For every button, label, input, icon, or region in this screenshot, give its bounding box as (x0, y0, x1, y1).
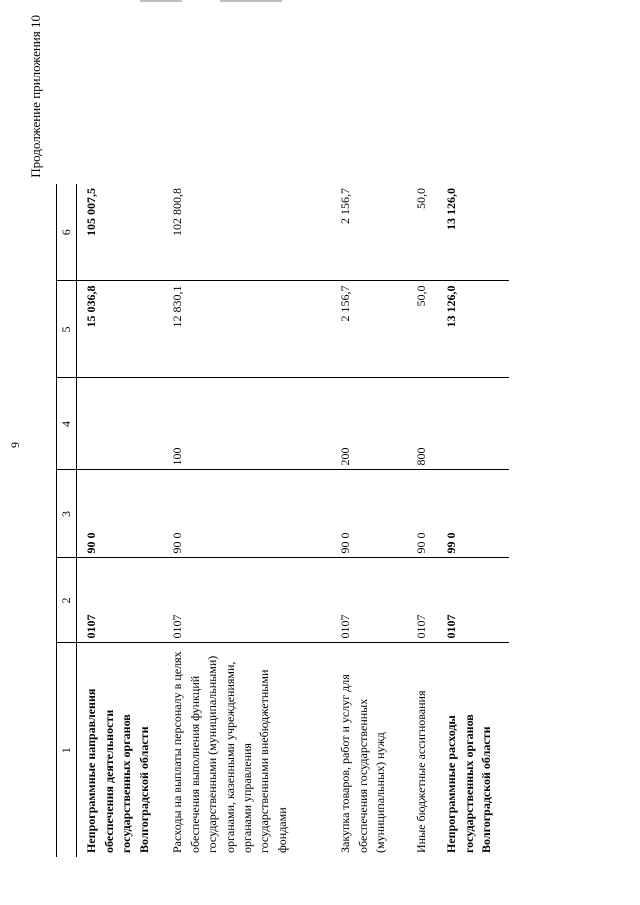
row-target-code: 90 0 (331, 470, 407, 558)
row-expense-type (77, 378, 164, 470)
column-number-row (57, 184, 77, 857)
table-row (331, 184, 407, 857)
row-amount-col6: 50,0 (407, 184, 437, 281)
column-number-2: 2 (57, 558, 77, 643)
row-section-code: 0107 (331, 558, 407, 643)
table-row (407, 184, 437, 857)
table-row (163, 184, 331, 857)
row-amount-col6: 105 007,5 (77, 184, 164, 281)
row-name: Непрограммные направления обеспечения деятельности государственных органов Волгоградской области (84, 688, 151, 853)
row-amount-col5: 50,0 (407, 281, 437, 378)
row-amount-col6: 102 800,8 (163, 184, 331, 281)
continuation-title: Продолжение приложения 10 (28, 15, 43, 178)
row-name: Непрограммные расходы государственных органов Волгоградской области (444, 714, 494, 853)
row-target-code: 90 0 (163, 470, 331, 558)
column-number-5: 5 (57, 281, 77, 378)
row-amount-col5: 13 126,0 (437, 281, 509, 378)
table-row (437, 184, 509, 857)
row-name: Иные бюджетные ассигнования (414, 690, 429, 853)
row-target-code: 90 0 (407, 470, 437, 558)
row-target-code: 99 0 (437, 470, 509, 558)
table-row (77, 184, 164, 857)
column-number-6: 6 (57, 184, 77, 281)
row-expense-type: 100 (163, 378, 331, 470)
budget-table (56, 184, 509, 857)
row-amount-col5: 12 830,1 (163, 281, 331, 378)
row-target-code: 90 0 (77, 470, 164, 558)
row-amount-col5: 15 036,8 (77, 281, 164, 378)
row-expense-type (437, 378, 509, 470)
row-section-code: 0107 (77, 558, 164, 643)
row-amount-col6: 13 126,0 (437, 184, 509, 281)
row-section-code: 0107 (407, 558, 437, 643)
row-amount-col5: 2 156,7 (331, 281, 407, 378)
column-number-1: 1 (57, 643, 77, 857)
page-number: 9 (8, 442, 22, 448)
row-amount-col6: 2 156,7 (331, 184, 407, 281)
row-expense-type: 200 (331, 378, 407, 470)
column-number-4: 4 (57, 378, 77, 470)
row-section-code: 0107 (163, 558, 331, 643)
row-name: Закупка товаров, работ и услуг для обеспечения государственных (муниципальных) нужд (338, 674, 388, 853)
row-name: Расходы на выплаты персоналу в целях обеспечения выполнения функций государственными (муниципальными) органами, казенными учреждениями, органами управления государственными внебюджетными фондами (170, 651, 289, 853)
row-section-code: 0107 (437, 558, 509, 643)
row-expense-type: 800 (407, 378, 437, 470)
column-number-3: 3 (57, 470, 77, 558)
